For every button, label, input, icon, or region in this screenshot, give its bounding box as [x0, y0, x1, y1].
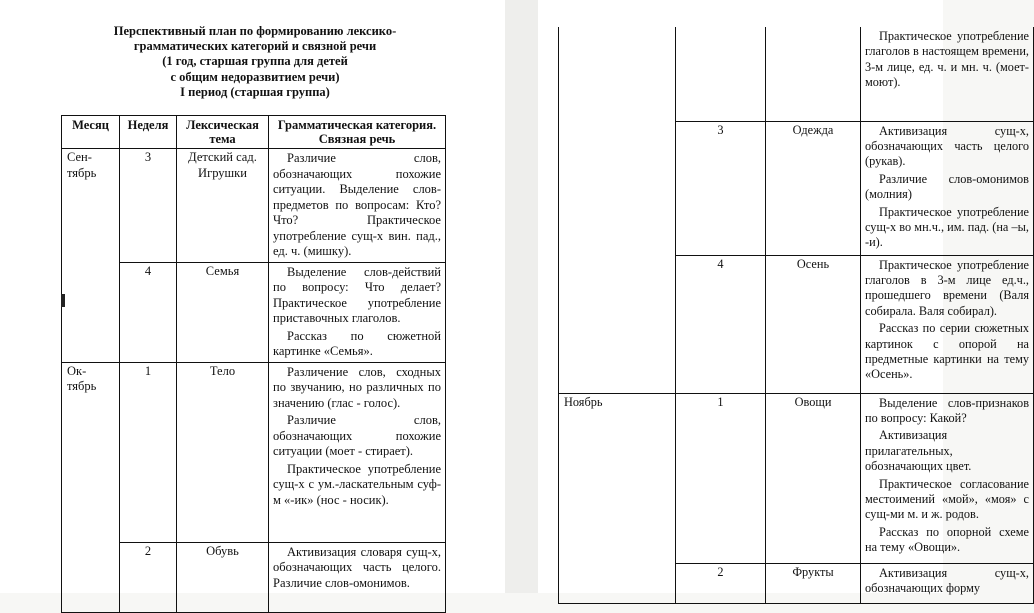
title-line: (1 год, старшая группа для детей: [162, 54, 348, 69]
week-cell: [676, 27, 766, 121]
grammar-paragraph: Различение слов, сходных по звучанию, но различных по значению (глас - голос).: [273, 364, 441, 410]
grammar-paragraph: Рассказ по серии сюжетных картинок с опорой на предметные картинки на тему «Осень».: [865, 321, 1029, 382]
plan-table-left: [61, 115, 446, 613]
title-line: I период (старшая группа): [180, 84, 330, 99]
topic-cell: Одежда: [766, 121, 861, 255]
grammar-paragraph: Практическое употребление глаголов в настоящем времени, 3-м лице, ед. ч. и мн. ч. (моет-моют).: [865, 29, 1029, 90]
table-row: [559, 27, 1034, 121]
header-week: Неделя: [120, 116, 177, 149]
grammar-paragraph: Выделение слов-действий по вопросу: Что делает? Практическое употребление приставочных глаголов.: [273, 264, 441, 325]
week-cell: 2: [676, 563, 766, 603]
grammar-paragraph: Различие слов, обозначающих похожие ситуации. Выделение слов-предметов по вопросам: Кто? Что? Практическое употребление сущ-х вин. пад., ед. ч. (мишку).: [273, 151, 441, 258]
topic-cell: Семья: [177, 262, 269, 362]
week-cell: 3: [120, 149, 177, 263]
header-topic: Лексическая тема: [177, 116, 269, 149]
table-row: [62, 362, 446, 542]
grammar-cell: [861, 27, 1034, 121]
week-cell: 1: [120, 362, 177, 542]
title-line: Перспективный план по формированию лексико-: [113, 24, 397, 38]
header-grammar: Грамматическая категория. Связная речь: [269, 116, 446, 149]
topic-cell: Обувь: [177, 542, 269, 612]
grammar-paragraph: Рассказ по сюжетной картинке «Семья».: [273, 328, 441, 358]
table-row: [62, 149, 446, 263]
table-row: [62, 262, 446, 362]
title-line: грамматических категорий и связной речи: [133, 39, 377, 54]
month-cell: Ноябрь: [559, 393, 676, 603]
month-cell: [559, 27, 676, 393]
table-row: [62, 542, 446, 612]
left-page: [0, 0, 505, 593]
grammar-cell: [861, 255, 1034, 393]
grammar-paragraph: Активизация словаря сущ-х, обозначающих часть целого. Различие слов-омонимов.: [273, 544, 441, 590]
grammar-paragraph: Рассказ по опорной схеме на тему «Овощи».: [865, 524, 1029, 555]
grammar-cell: [861, 121, 1034, 255]
table-row: [559, 393, 1034, 563]
right-page: [538, 0, 1029, 595]
grammar-paragraph: Выделение слов-признаков по вопросу: Какой?: [865, 395, 1029, 425]
grammar-cell: [861, 563, 1034, 603]
header-month: Месяц: [62, 116, 120, 149]
grammar-paragraph: Активизация сущ-х, обозначающих часть целого (рукав).: [865, 123, 1029, 169]
month-cell: Сен-тябрь: [62, 149, 120, 363]
grammar-paragraph: Различие слов-омонимов (молния): [865, 171, 1029, 202]
week-cell: 4: [676, 255, 766, 393]
plan-table-right: [558, 27, 1034, 604]
table-header-row: [62, 116, 446, 149]
week-cell: 1: [676, 393, 766, 563]
week-cell: 4: [120, 262, 177, 362]
week-cell: 2: [120, 542, 177, 612]
topic-cell: Осень: [766, 255, 861, 393]
grammar-paragraph: Практическое употребление глаголов в 3-м лице ед.ч., прошедшего времени (Валя собирала. Валя собирал).: [865, 257, 1029, 318]
grammar-paragraph: Практическое употребление сущ-х во мн.ч., им. пад. (на –ы, -и).: [865, 204, 1029, 250]
topic-cell: Фрукты: [766, 563, 861, 603]
week-cell: 3: [676, 121, 766, 255]
grammar-cell: [269, 542, 446, 612]
month-cell: Ок-тябрь: [62, 362, 120, 612]
grammar-paragraph: Различие слов, обозначающих похожие ситуации (моет - стирает).: [273, 413, 441, 458]
grammar-paragraph: Практическое употребление сущ-х с ум.-ласкательным суф-м «-ик» (нос - носик).: [273, 461, 441, 507]
grammar-cell: [269, 149, 446, 263]
grammar-cell: [269, 262, 446, 362]
topic-cell: Тело: [177, 362, 269, 542]
topic-cell: [766, 27, 861, 121]
scan-mark: [61, 294, 65, 307]
topic-cell: Овощи: [766, 393, 861, 563]
page-title: [70, 24, 440, 100]
grammar-cell: [861, 393, 1034, 563]
grammar-paragraph: Активизация сущ-х, обозначающих форму: [865, 565, 1029, 595]
title-line: с общим недоразвитием речи): [170, 69, 340, 84]
grammar-cell: [269, 362, 446, 542]
page-gutter: [505, 0, 538, 593]
grammar-paragraph: Активизация прилагательных, обозначающих цвет.: [865, 428, 972, 474]
topic-cell: Детский сад. Игрушки: [177, 149, 269, 263]
grammar-paragraph: Практическое согласование местоимений «мой», «моя» с сущ-ми м. и ж. родов.: [865, 476, 1029, 522]
